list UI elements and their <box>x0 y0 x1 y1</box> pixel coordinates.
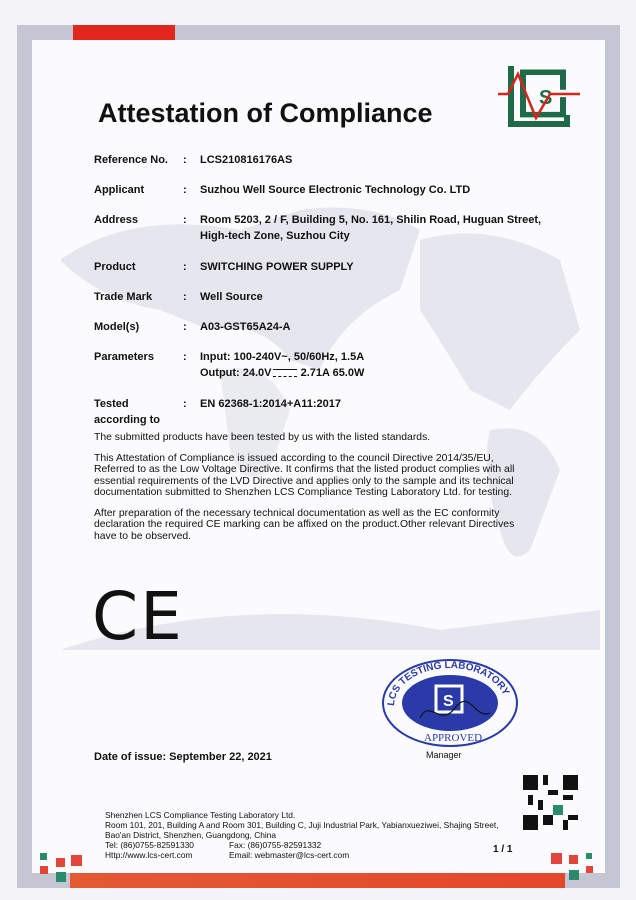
decor-square <box>569 870 579 880</box>
footer-address: Shenzhen LCS Compliance Testing Laboratory Ltd. Room 101, 201, Building A and Room 301, Building C, Juji Industrial Park, Yabianxueziwei, Shajing Street, Bao'an District, Shenzhen, Guangdong, China Tel: (86)0755-82591330 Fax: (86)0755-82591332 Http://www.lcs-cert.com Email: webmaster@lcs-cert.com <box>105 810 499 860</box>
decor-square <box>586 866 593 873</box>
field-reference: Reference No. : LCS210816176AS <box>94 154 293 166</box>
field-tested: Tested according to : EN 62368-1:2014+A11:2017 <box>94 398 341 426</box>
ce-mark: CE <box>92 578 184 655</box>
page-title: Attestation of Compliance <box>98 98 433 128</box>
decor-square <box>56 858 65 867</box>
fields-block <box>94 152 564 428</box>
email-link[interactable]: Email: webmaster@lcs-cert.com <box>229 850 350 860</box>
date-of-issue: Date of issue: September 22, 2021 <box>94 751 272 763</box>
decor-square <box>71 855 82 866</box>
field-models: Model(s) : A03-GST65A24-A <box>94 321 291 333</box>
website-link[interactable]: Http://www.lcs-cert.com <box>105 850 193 860</box>
svg-text:LCS TESTING LABORATORY: LCS TESTING LABORATORY <box>385 659 512 707</box>
top-red-bar <box>73 25 175 40</box>
bottom-orange-bar <box>70 873 565 888</box>
decor-square <box>40 866 48 874</box>
statement-block <box>94 432 536 551</box>
svg-text:S: S <box>539 87 553 109</box>
manager-label: Manager <box>426 750 462 760</box>
paragraph-tested: The submitted products have been tested by us with the listed standards. <box>94 432 431 443</box>
decor-square <box>586 853 592 859</box>
field-product: Product : SWITCHING POWER SUPPLY <box>94 261 354 273</box>
field-trade-mark: Trade Mark : Well Source <box>94 291 263 303</box>
decor-square <box>569 855 578 864</box>
paragraph-directive: This Attestation of Compliance is issued according to the council Directive 2014/35/EU, Referred to as the Low Voltage Directive. It confirms that the listed product complies with all essential requirements of the LVD Directive and applies only to the sample and its technical documentation submitted to Shenzhen LCS Compliance Testing Laboratory Ltd. for testing. <box>94 452 515 498</box>
field-applicant: Applicant : Suzhou Well Source Electronic Technology Co. LTD <box>94 184 471 196</box>
decor-square <box>551 853 562 864</box>
svg-text:APPROVED: APPROVED <box>424 732 483 744</box>
lcs-logo <box>498 64 582 128</box>
svg-text:S: S <box>443 693 454 710</box>
field-parameters: Parameters : Input: 100-240V~, 50/60Hz, 1.5A Output: 24.0V 2.71A 65.0W <box>94 351 365 379</box>
dc-symbol <box>273 369 297 377</box>
paragraph-ce: After preparation of the necessary technical documentation as well as the EC conformity declaration the required CE marking can be affixed on the product.Other relevant Directives have to be observed. <box>94 507 515 542</box>
decor-square <box>40 853 47 860</box>
page-number: 1 / 1 <box>493 844 513 855</box>
field-address: Address : Room 5203, 2 / F, Building 5, No. 161, Shilin Road, Huguan Street, High-tech Zone, Suzhou City <box>94 214 542 242</box>
decor-square <box>56 872 66 882</box>
approval-stamp <box>380 658 520 748</box>
